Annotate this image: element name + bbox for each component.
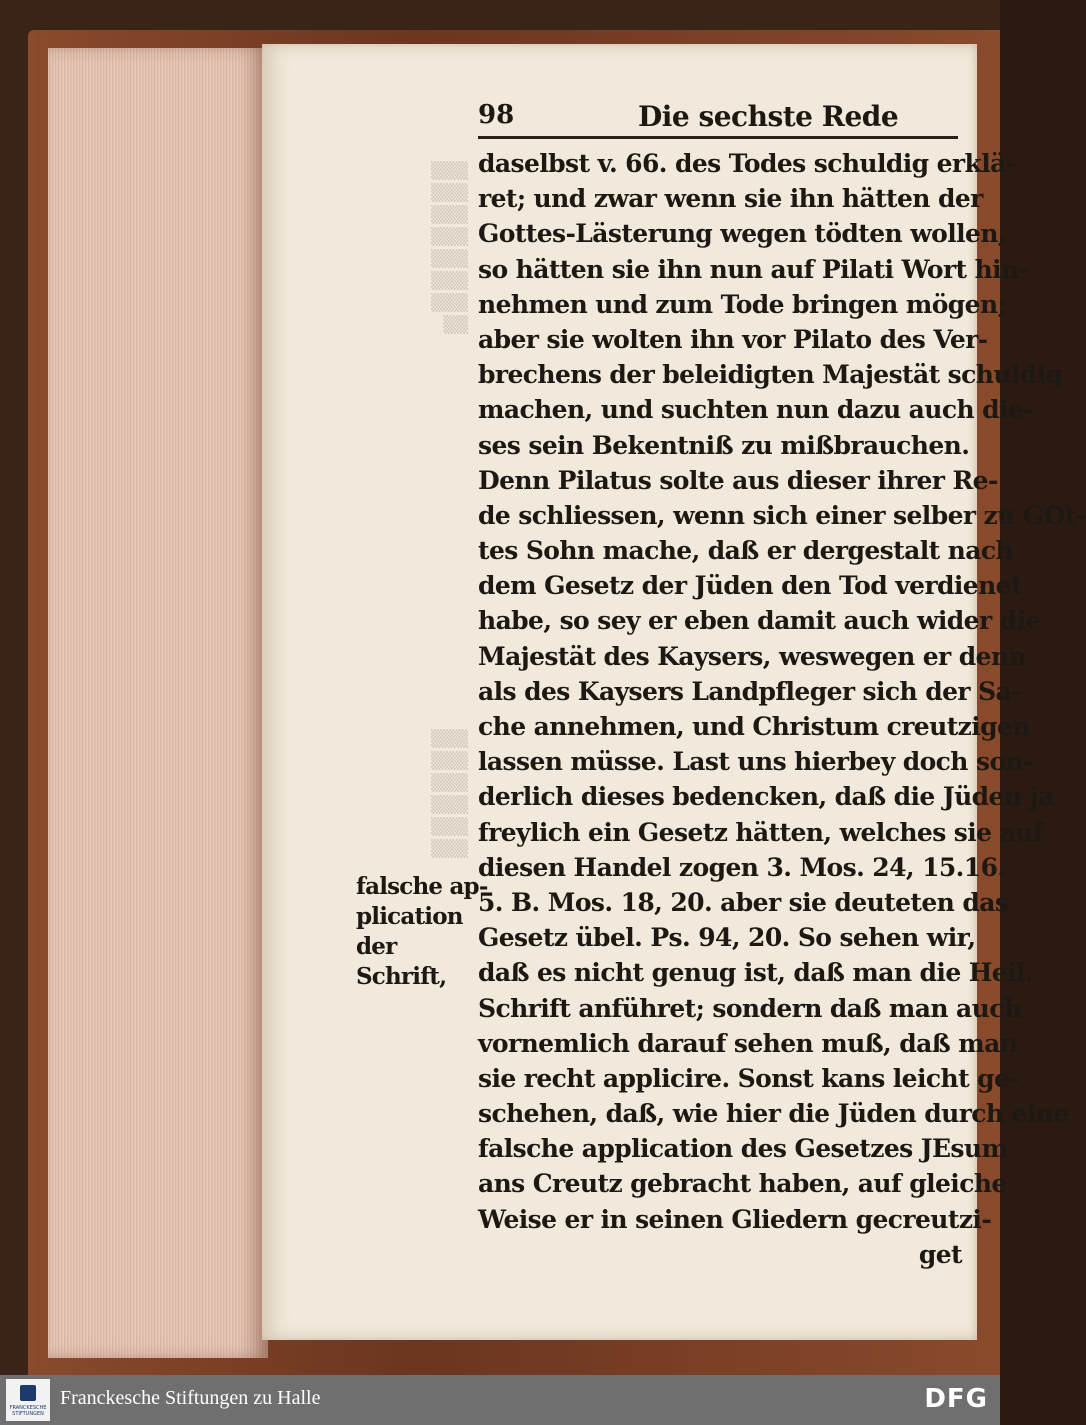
text-line: get — [918, 1239, 962, 1269]
text-line: daß es nicht genug ist, daß man die Heil. — [478, 958, 1033, 988]
bleed-through-top: ▒▒▒ ▒▒▒ ▒▒▒ ▒▒▒ ▒▒▒ ▒▒▒ ▒▒▒ ▒▒ — [431, 161, 468, 334]
text-line: aber sie wolten ihn vor Pilato des Ver- — [478, 324, 988, 354]
text-line: brechens der beleidigten Majestät schuldig — [478, 360, 1063, 390]
marginal-note-line: plication — [356, 903, 463, 930]
marginal-note-line: Schrift, — [356, 963, 447, 990]
text-line: dem Gesetz der Jüden den Tod verdienet — [478, 571, 1022, 601]
text-line: Schrift anführet; sondern daß man auch — [478, 993, 1022, 1023]
body-text — [478, 146, 1086, 1272]
page-header — [478, 100, 958, 140]
bleed-through-middle: ▒▒▒ ▒▒▒ ▒▒▒ ▒▒▒ ▒▒▒ ▒▒▒ — [431, 729, 468, 858]
text-line: tes Sohn mache, daß er dergestalt nach — [478, 536, 1014, 566]
marginal-note-line: der — [356, 933, 397, 960]
text-line: ses sein Bekentniß zu mißbrauchen. — [478, 430, 970, 460]
text-line: sie recht applicire. Sonst kans leicht ge- — [478, 1063, 1020, 1093]
text-line: falsche application des Gesetzes JEsum — [478, 1134, 1008, 1164]
text-line: als des Kaysers Landpfleger sich der Sa- — [478, 676, 1021, 706]
francke-logo — [6, 1379, 50, 1421]
institution-name: Franckesche Stiftungen zu Halle — [60, 1387, 321, 1409]
text-line: Gesetz übel. Ps. 94, 20. So sehen wir, — [478, 923, 976, 953]
text-line: ret; und zwar wenn sie ihn hätten der — [478, 184, 983, 214]
francke-logo-icon — [20, 1385, 36, 1401]
text-line: 5. B. Mos. 18, 20. aber sie deuteten das — [478, 887, 1009, 917]
marginal-note-line: falsche ap- — [356, 873, 488, 900]
text-line: Majestät des Kaysers, weswegen er denn — [478, 641, 1027, 671]
text-line: habe, so sey er eben damit auch wider die — [478, 606, 1041, 636]
text-line: freylich ein Gesetz hätten, welches sie auf — [478, 817, 1043, 847]
text-line: che annehmen, und Christum creutzigen — [478, 712, 1030, 741]
footer-bar — [0, 1375, 1000, 1425]
text-line: schehen, daß, wie hier die Jüden durch eine — [478, 1099, 1069, 1129]
header-rule — [478, 136, 958, 139]
marginal-note — [356, 872, 488, 992]
dfg-logo: DFG — [924, 1384, 988, 1414]
text-line: Gottes-Lästerung wegen tödten wollen, — [478, 219, 1006, 249]
text-line: machen, und suchten nun dazu auch die- — [478, 395, 1033, 425]
text-line: lassen müsse. Last uns hierbey doch son- — [478, 747, 1033, 777]
text-line: Weise er in seinen Gliedern gecreutzi- — [478, 1204, 992, 1234]
text-line: so hätten sie ihn nun auf Pilati Wort hin- — [478, 254, 1029, 284]
text-line: nehmen und zum Tode bringen mögen; — [478, 289, 1007, 319]
francke-logo-text: FRANCKESCHE STIFTUNGEN — [9, 1405, 47, 1417]
text-line: vornemlich darauf sehen muß, daß man — [478, 1028, 1018, 1058]
page-edges — [48, 48, 268, 1358]
text-line: Denn Pilatus solte aus dieser ihrer Re- — [478, 465, 998, 495]
text-line: derlich dieses bedencken, daß die Jüden ja — [478, 782, 1054, 812]
text-line: ans Creutz gebracht haben, auf gleiche — [478, 1169, 1007, 1199]
text-line: de schliessen, wenn sich einer selber zu GOt- — [478, 500, 1086, 530]
running-head: Die sechste Rede — [638, 100, 899, 133]
text-line: diesen Handel zogen 3. Mos. 24, 15.16. — [478, 852, 1006, 882]
text-line: daselbst v. 66. des Todes schuldig erklä- — [478, 149, 1016, 178]
page-number: 98 — [478, 100, 515, 130]
